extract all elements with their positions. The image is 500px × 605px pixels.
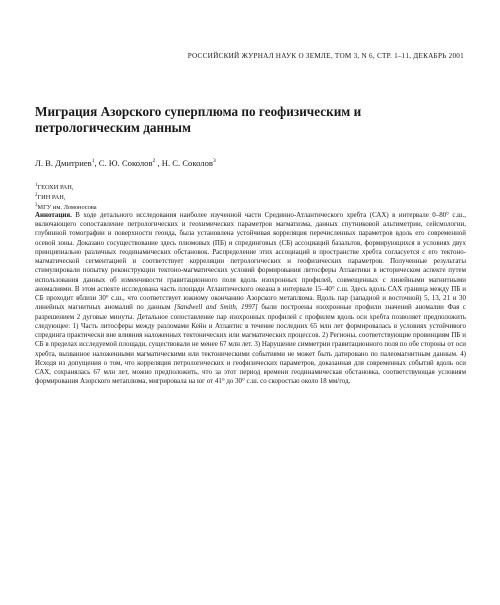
author-separator: , [94,158,99,168]
affiliation [35,183,74,191]
abstract-label: Аннотация. [35,211,72,219]
affiliation-text: ГЕОХИ РАН, [37,184,74,192]
affiliation [35,193,66,201]
author-affiliation-mark: 1 [91,158,95,165]
running-header: РОССИЙСКИЙ ЖУРНАЛ НАУК О ЗЕМЛЕ, ТОМ 3, N 6, СТР. 1–11, ДЕКАБРЬ 2001 [187,52,464,60]
affiliation-text: МГУ им. Ломоносова [37,204,97,212]
affiliation-mark: 2 [35,193,38,198]
abstract-text: были построены изохронные профили значений аномалии Фая с разрешением 2 дуговые минуты. Детальное сопоставление пар изохронных профилей с профилем вдоль оси хребта позволяет предположить следующее: 1) Часть литосферы между разломами Кейн и Атлантис в течение последних 65 млн лет формировалась в условиях устойчивого спрединга практически вне влияния наложенных тектонических или магматических процессов. 2) Регионы, соответствующие провинциям ПБ и СБ в пределах исследуемой площади, существовали не менее 67 млн лет. 3) Нарушение симметрии гравитационного поля по обе стороны от оси хребта, вызванное наложенными магматическими или тектоническими событиями не может быть датировано по палеомагнитным данным. 4) Исходя из допущения о том, что корреляция петрологических и геофизических параметров, доказанная для современных событий вдоль оси САХ, сохранялась 67 млн лет, можно предположить, что за этот период времени геодинамическая обстановка, соответствующая условиям формирования Азорского метаплюма, мигрировала на юг от 41° до 30° с.ш. со скоростью около 18 мм/год. [35,303,467,386]
affiliation [35,203,97,211]
abstract-citation: [Sandwell and Smith, 1997] [174,303,258,312]
abstract-text: В ходе детального исследования наиболее изученной части Срединно-Атлантического хребта (САХ) в интервале 0–80° с.ш., включающего сопоставление петрологических и геохимических параметров магматизма, данных спутниковой альтиметрии, сейсмологии, глубинной томографии и поверхности геоида, была установлена устойчивая корреляция перечисленных параметров вдоль его современной осевой зоны. Доказано сосуществование здесь плюмовых (ПБ) и спрединговых (СБ) ассоциаций базальтов, формирующихся в условиях двух принципиально различных геодинамических обстановок. Распределение этих ассоциаций в пространстве хребта согласуется с его тектоно-магматической сегментацией и соответствует корреляции петрологических и геофизических параметров. Полученные результаты стимулировали попытку реконструкции тектоно-магматических условий формирования литосферы Атлантики в историческом аспекте путем использования данных об изменчивости гравитационного поля вдоль изохронных профилей, совмещенных с линейными магнитными аномалиями. В этом аспекте исследована часть площади Атлантического океана в интервале 15–40° с.ш. Здесь вдоль САХ граница между ПБ и СБ проходит вблизи 30° с.ш., что соответствует южному окончанию Азорского метаплюма. Вдоль пар (западной и восточной) 5, 13, 21 и 30 линейных магнитных аномалий по данным [35,211,466,312]
author-affiliation-mark: 2 [152,158,156,165]
abstract [35,211,466,386]
author-name: Л. В. Дмитриев [35,158,92,168]
author-name: С. Ю. Соколов [98,158,153,168]
author-affiliation-mark: 3 [212,158,216,165]
affiliation-mark: 1 [35,183,38,188]
author-list [35,158,216,168]
affiliation-text: ГИН РАН, [37,194,66,202]
author-name: Н. С. Соколов [161,158,213,168]
affiliation-mark: 3 [35,203,38,208]
author-separator: , [155,158,162,168]
article-title: Миграция Азорского суперплюма по геофизическим и петрологическим данным [35,104,362,135]
